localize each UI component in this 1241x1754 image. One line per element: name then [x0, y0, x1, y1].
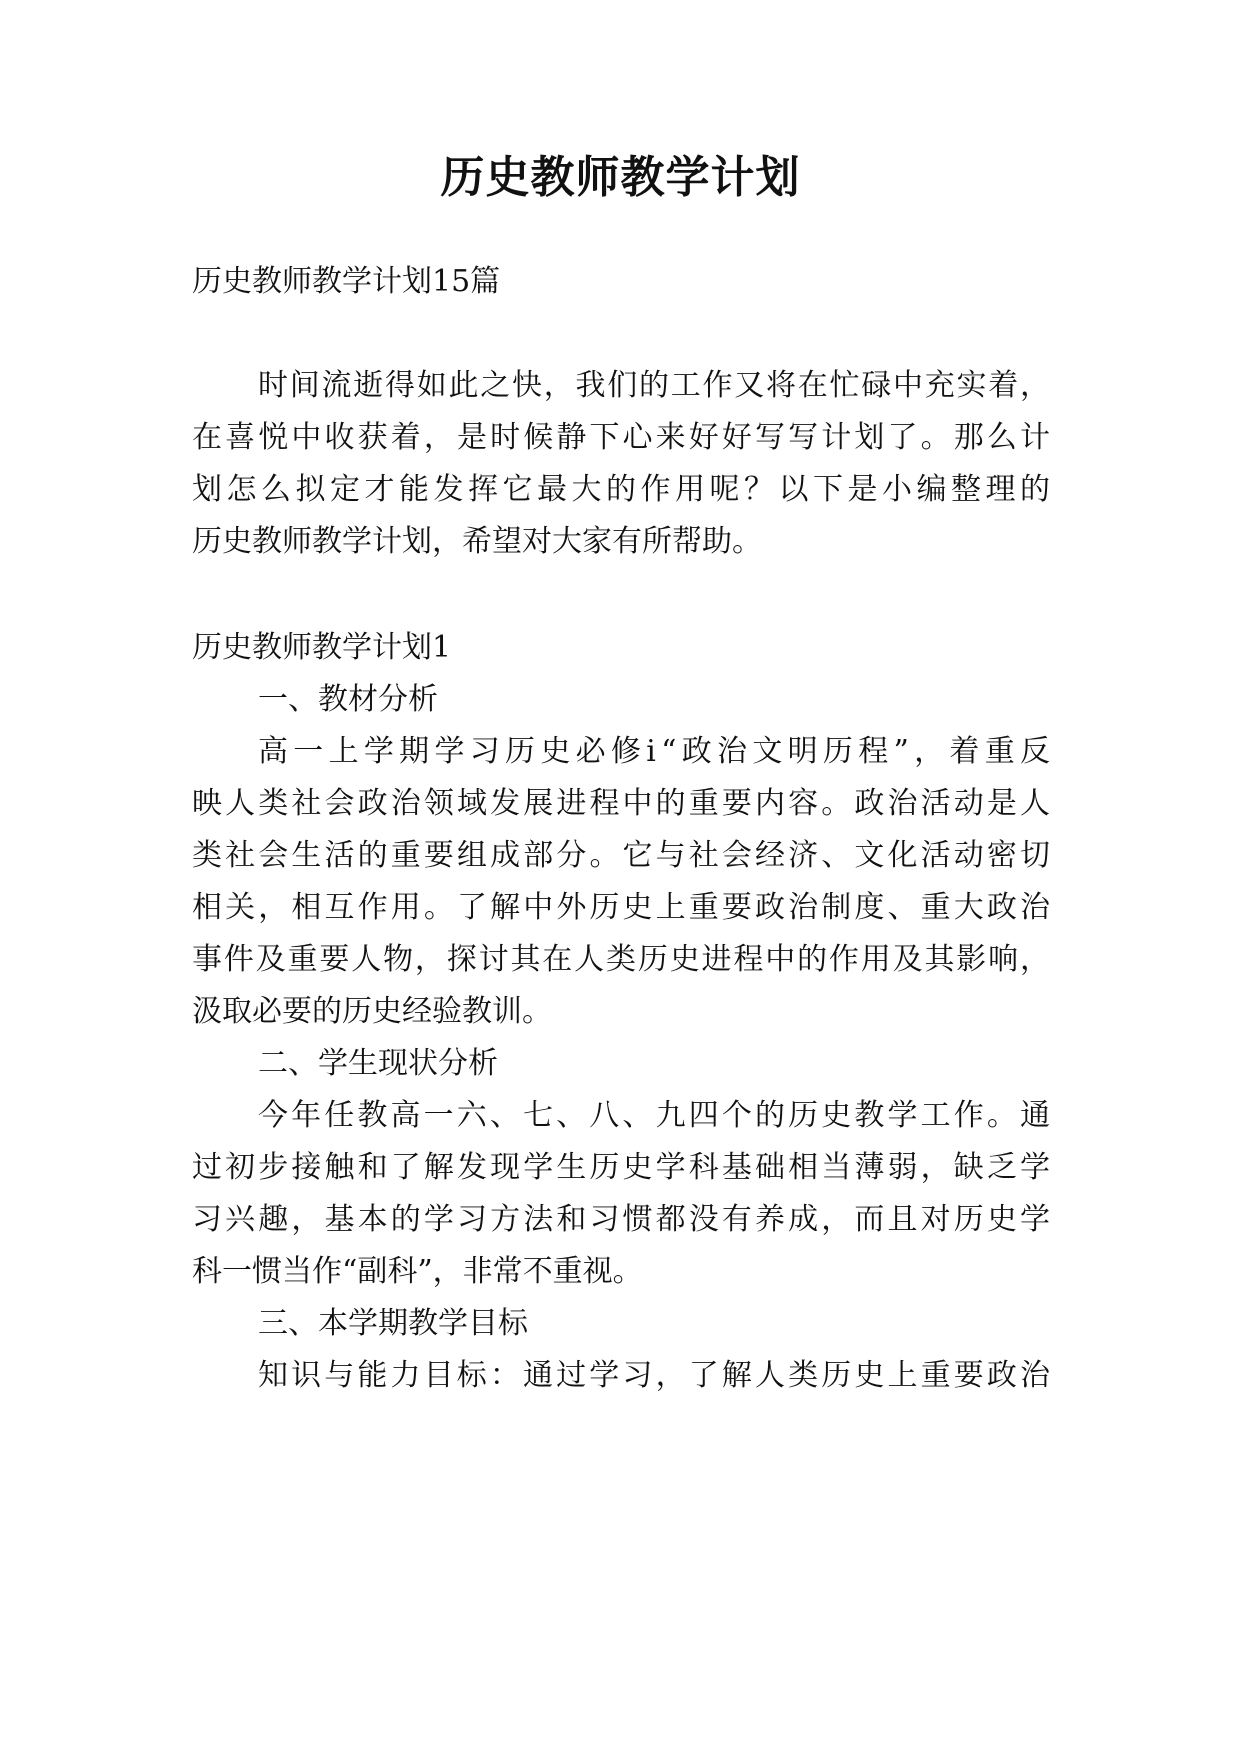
paragraph-line: 汲取必要的历史经验教训。 — [192, 994, 552, 1029]
paragraph-line: 相关，相互作用。了解中外历史上重要政治制度、重大政治 — [192, 890, 1050, 925]
section-heading: 二、学生现状分析 — [258, 1046, 498, 1081]
section-title: 历史教师教学计划1 — [192, 630, 452, 665]
paragraph-line: 习兴趣，基本的学习方法和习惯都没有养成，而且对历史学 — [192, 1202, 1050, 1237]
intro-line: 历史教师教学计划，希望对大家有所帮助。 — [192, 524, 762, 559]
paragraph-line: 类社会生活的重要组成部分。它与社会经济、文化活动密切 — [192, 838, 1050, 873]
paragraph-line: 今年任教高一六、七、八、九四个的历史教学工作。通 — [258, 1098, 1050, 1133]
paragraph-line: 知识与能力目标：通过学习，了解人类历史上重要政治 — [258, 1358, 1050, 1393]
section-heading: 一、教材分析 — [258, 682, 438, 717]
section-heading: 三、本学期教学目标 — [258, 1306, 528, 1341]
paragraph-line: 科一惯当作“副科”，非常不重视。 — [192, 1254, 643, 1289]
paragraph-line: 过初步接触和了解发现学生历史学科基础相当薄弱，缺乏学 — [192, 1150, 1050, 1185]
intro-line: 划怎么拟定才能发挥它最大的作用呢？以下是小编整理的 — [192, 472, 1050, 507]
paragraph-line: 高一上学期学习历史必修ⅰ“政治文明历程”，着重反 — [258, 734, 1050, 769]
document-subtitle: 历史教师教学计划15篇 — [192, 264, 501, 299]
intro-line: 在喜悦中收获着，是时候静下心来好好写写计划了。那么计 — [192, 420, 1050, 455]
intro-line: 时间流逝得如此之快，我们的工作又将在忙碌中充实着， — [258, 368, 1050, 403]
paragraph-line: 映人类社会政治领域发展进程中的重要内容。政治活动是人 — [192, 786, 1050, 821]
document-title: 历史教师教学计划 — [440, 152, 801, 203]
paragraph-line: 事件及重要人物，探讨其在人类历史进程中的作用及其影响， — [192, 942, 1050, 977]
